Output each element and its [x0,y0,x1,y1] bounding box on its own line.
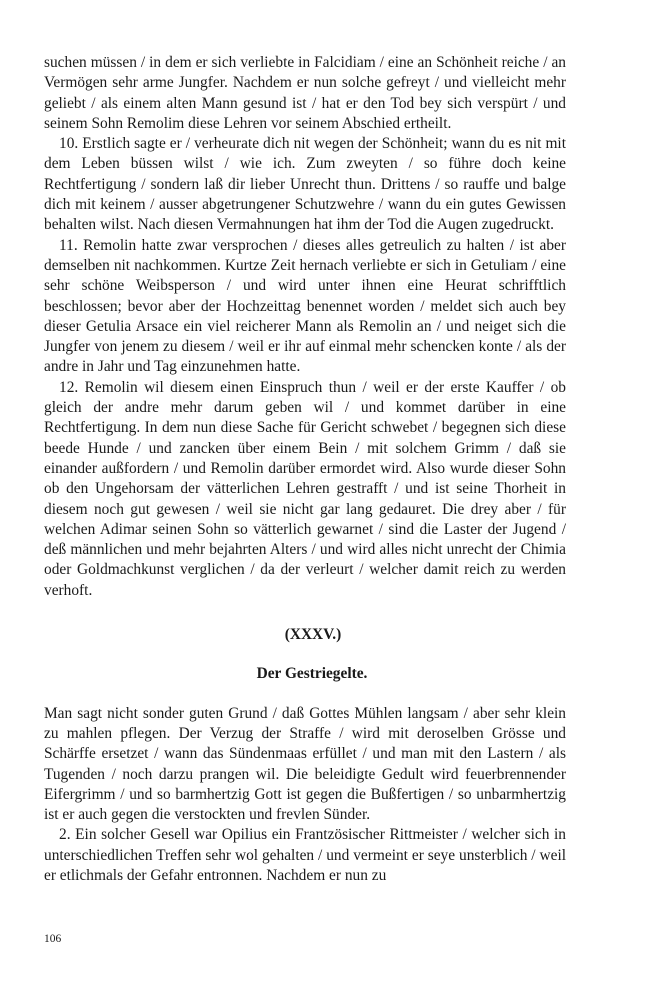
paragraph-chapter-intro: Man sagt nicht sonder guten Grund / daß Gottes Mühlen langsam / aber sehr klein zu mahlen pflegen. Der Verzug der Straffe / wird mit deroselben Grösse und Schärffe ersetzet / wann das Sündenmaas erfüllet / und man mit den Lastern / als Tugenden / noch darzu prangen wil. Die beleidigte Gedult wird feuerbrennender Eifergrimm / und so barmhertzig Gott ist gegen die Bußfertigen / so unbarmhertzig ist er auch gegen die verstockten und frevlen Sünder. [44,704,566,824]
page-number: 106 [44,933,62,945]
paragraph-12: 12. Remolin wil diesem einen Einspruch thun / weil er der erste Kauffer / ob gleich der andre mehr darum geben wil / und kommet darüber in eine Rechtfertigung. In dem nun diese Sache für Gericht schwebet / begegnen sich diese beede Hunde / und zancken über einem Bein / mit solchem Grimm / daß sie einander außfordern / und Remolin darüber ermordet wird. Also wurde dieser Sohn ob den Ungehorsam der vätterlichen Lehren gestrafft / und ist seine Thorheit in diesem noch gut gewesen / weil sie nicht gar lang gedauret. Die drey aber / für welchen Adimar seinen Sohn so vätterlich gewarnet / sind die Laster der Jugend / deß männlichen und mehr bejahrten Alters / und wird alles nicht unrecht der Chimia oder Goldmachkunst verglichen / da der verleurt / welcher damit reich zu werden verhoft. [44,378,566,599]
paragraph-10: 10. Erstlich sagte er / verheurate dich nit wegen der Schönheit; wann du es nit mit dem Leben büssen wilst / wie ich. Zum zweyten / so führe doch keine Rechtfertigung / sondern laß dir lieber Unrecht thun. Drittens / so rauffe und balge dich mit keinem / ausser abgetrungener Schutzwehre / wann du ein gutes Gewissen behalten wilst. Nach diesen Vermahnungen hat ihm der Tod die Augen zugedruckt. [44,135,566,234]
page-body [44,53,566,886]
paragraph-2: 2. Ein solcher Gesell war Opilius ein Frantzösischer Rittmeister / welcher sich in unterschiedlichen Treffen sehr wol gehalten / und vermeint er seye unsterblich / weil er etlichmals der Gefahr entronnen. Nachdem er nun zu [44,826,566,884]
chapter-title: Der Gestriegelte. [256,665,368,683]
paragraph-11: 11. Remolin hatte zwar versprochen / dieses alles getreulich zu halten / ist aber demselben nit nachkommen. Kurtze Zeit hernach verliebte er sich in Getuliam / eine sehr schöne Weibsperson / und wird unter ihnen eine Heurat schrifftlich beschlossen; bevor aber der Hochzeittag benennet worden / meldet sich auch bey dieser Getulia Arsace ein viel reicherer Mann als Remolin an / und neiget sich die Jungfer von jenem zu diesem / weil er ihr auf einmal mehr schencken konte / als der andre in Jahr und Tag einzunehmen hatte. [44,236,566,376]
paragraph-continuation: suchen müssen / in dem er sich verliebte in Falcidiam / eine an Schönheit reiche / an Vermögen sehr arme Jungfer. Nachdem er nun solche gefreyt / und vielleicht mehr geliebt / als einem alten Mann gesund ist / hat er den Tod bey sich verspürt / und seinem Sohn Remolim diese Lehren vor seinem Abschied ertheilt. [44,54,566,132]
chapter-number: (XXXV.) [284,626,342,644]
